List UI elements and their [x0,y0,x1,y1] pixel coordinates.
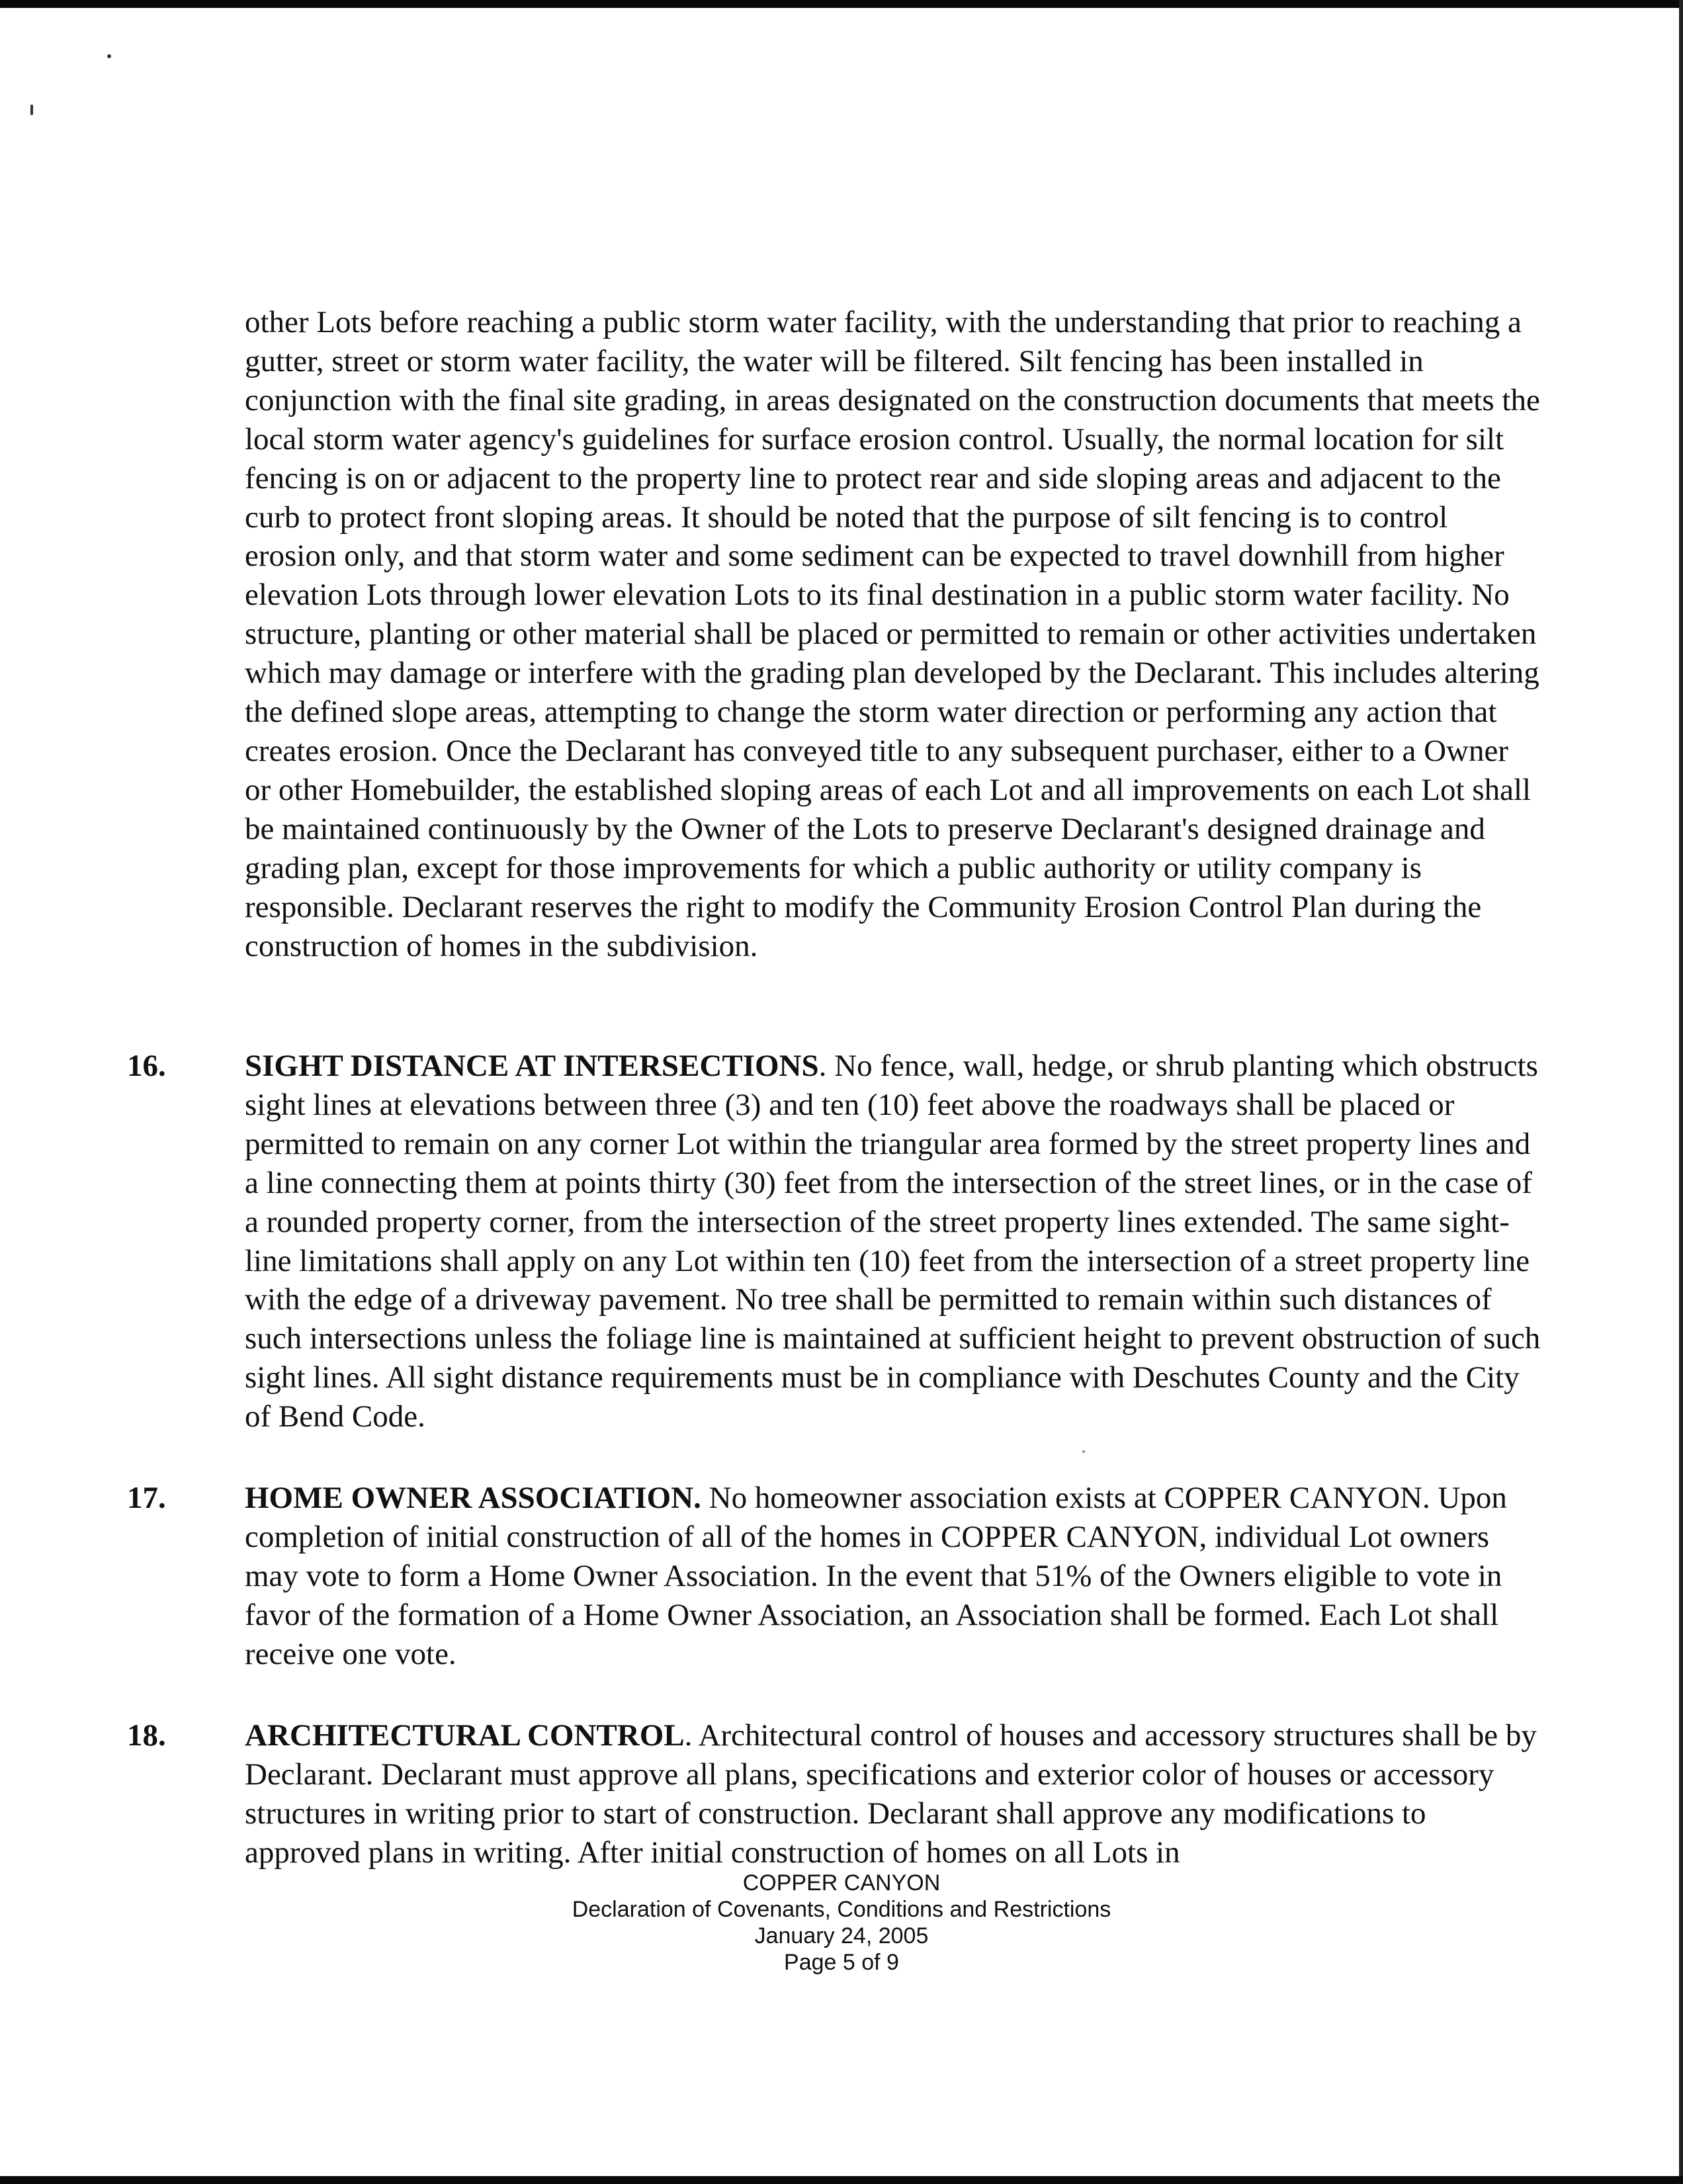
section-title: ARCHITECTURAL CONTROL [245,1718,685,1753]
section-title: SIGHT DISTANCE AT INTERSECTIONS [245,1049,819,1083]
footer-date: January 24, 2005 [754,1923,929,1948]
section-title-punct: . [818,1049,827,1083]
section-body: No homeowner association exists at COPPER CANYON. Upon completion of initial construction of all of the homes in COPPER CANYON, individual Lot owners may vote to form a Home Owner Association. In the event that 51% of the Owners eligible to vote in favor of the formation of a Home Owner Association, an Association shall be formed. Each Lot shall receive one vote. [245,1481,1507,1671]
section-body: Architectural control of houses and accessory structures shall be by Declarant. Declarant must approve all plans, specifications and exterior color of houses or accessory structures in writing prior to start of construction. Declarant shall approve any modifications to approved plans in writing. After initial construction of homes on all Lots in [245,1718,1537,1870]
page-footer [0,1870,1683,1976]
section-text [245,1716,1541,1872]
section-text [245,1479,1541,1674]
section-number: 17. [127,1481,166,1515]
section-title-punct: . [684,1718,693,1753]
footer-project-name: COPPER CANYON [742,1870,941,1896]
section-number: 16. [127,1049,166,1083]
section-body: No fence, wall, hedge, or shrub planting which obstructs sight lines at elevations between three (3) and ten (10) feet above the roadways shall be placed or permitted to remain on any corner Lot within the triangular area formed by the street property lines and a line connecting them at points thirty (30) feet from the intersection of the street lines, or in the case of a rounded property corner, from the intersection of the street property lines extended. The same sight-line limitations shall apply on any Lot within ten (10) feet from the intersection of a street property line with the edge of a driveway pavement. No tree shall be permitted to remain within such distances of such intersections unless the foliage line is maintained at sufficient height to prevent obstruction of such sight lines. All sight distance requirements must be in compliance with Deschutes County and the City of Bend Code. [245,1049,1541,1434]
scan-top-border [0,0,1683,8]
continued-paragraph: other Lots before reaching a public storm water facility, with the understanding that prior to reaching a gutter, street or storm water facility, the water will be filtered. Silt fencing has been installed in conjunction with the final site grading, in areas designated on the construction documents that meets the local storm water agency's guidelines for surface erosion control. Usually, the normal location for silt fencing is on or adjacent to the property line to protect rear and side sloping areas and adjacent to the curb to protect front sloping areas. It should be noted that the purpose of silt fencing is to control erosion only, and that storm water and some sediment can be expected to travel downhill from higher elevation Lots through lower elevation Lots to its final destination in a public storm water facility. No structure, planting or other material shall be placed or permitted to remain or other activities undertaken which may damage or interfere with the grading plan developed by the Declarant. This includes altering the defined slope areas, attempting to change the storm water direction or performing any action that creates erosion. Once the Declarant has conveyed title to any subsequent purchaser, either to a Owner or other Homebuilder, the established sloping areas of each Lot and all improvements on each Lot shall be maintained continuously by the Owner of the Lots to preserve Declarant's designed drainage and grading plan, except for those improvements for which a public authority or utility company is responsible. Declarant reserves the right to modify the Community Erosion Control Plan during the construction of homes in the subdivision. [245,305,1540,963]
section-18 [127,1716,1541,1872]
scan-speck [107,54,111,58]
scan-right-border [1679,0,1683,2184]
section-title: HOME OWNER ASSOCIATION. [245,1481,701,1515]
scan-speck [1082,1450,1085,1453]
section-number: 18. [127,1718,166,1753]
scan-bottom-border [0,2176,1683,2184]
footer-page-number: Page 5 of 9 [784,1950,899,1975]
section-16 [127,1047,1541,1436]
section-text [245,1047,1541,1436]
section-17 [127,1479,1541,1674]
document-body [127,303,1541,1870]
scan-speck [30,105,33,115]
footer-document-title: Declaration of Covenants, Conditions and Restrictions [572,1897,1111,1922]
